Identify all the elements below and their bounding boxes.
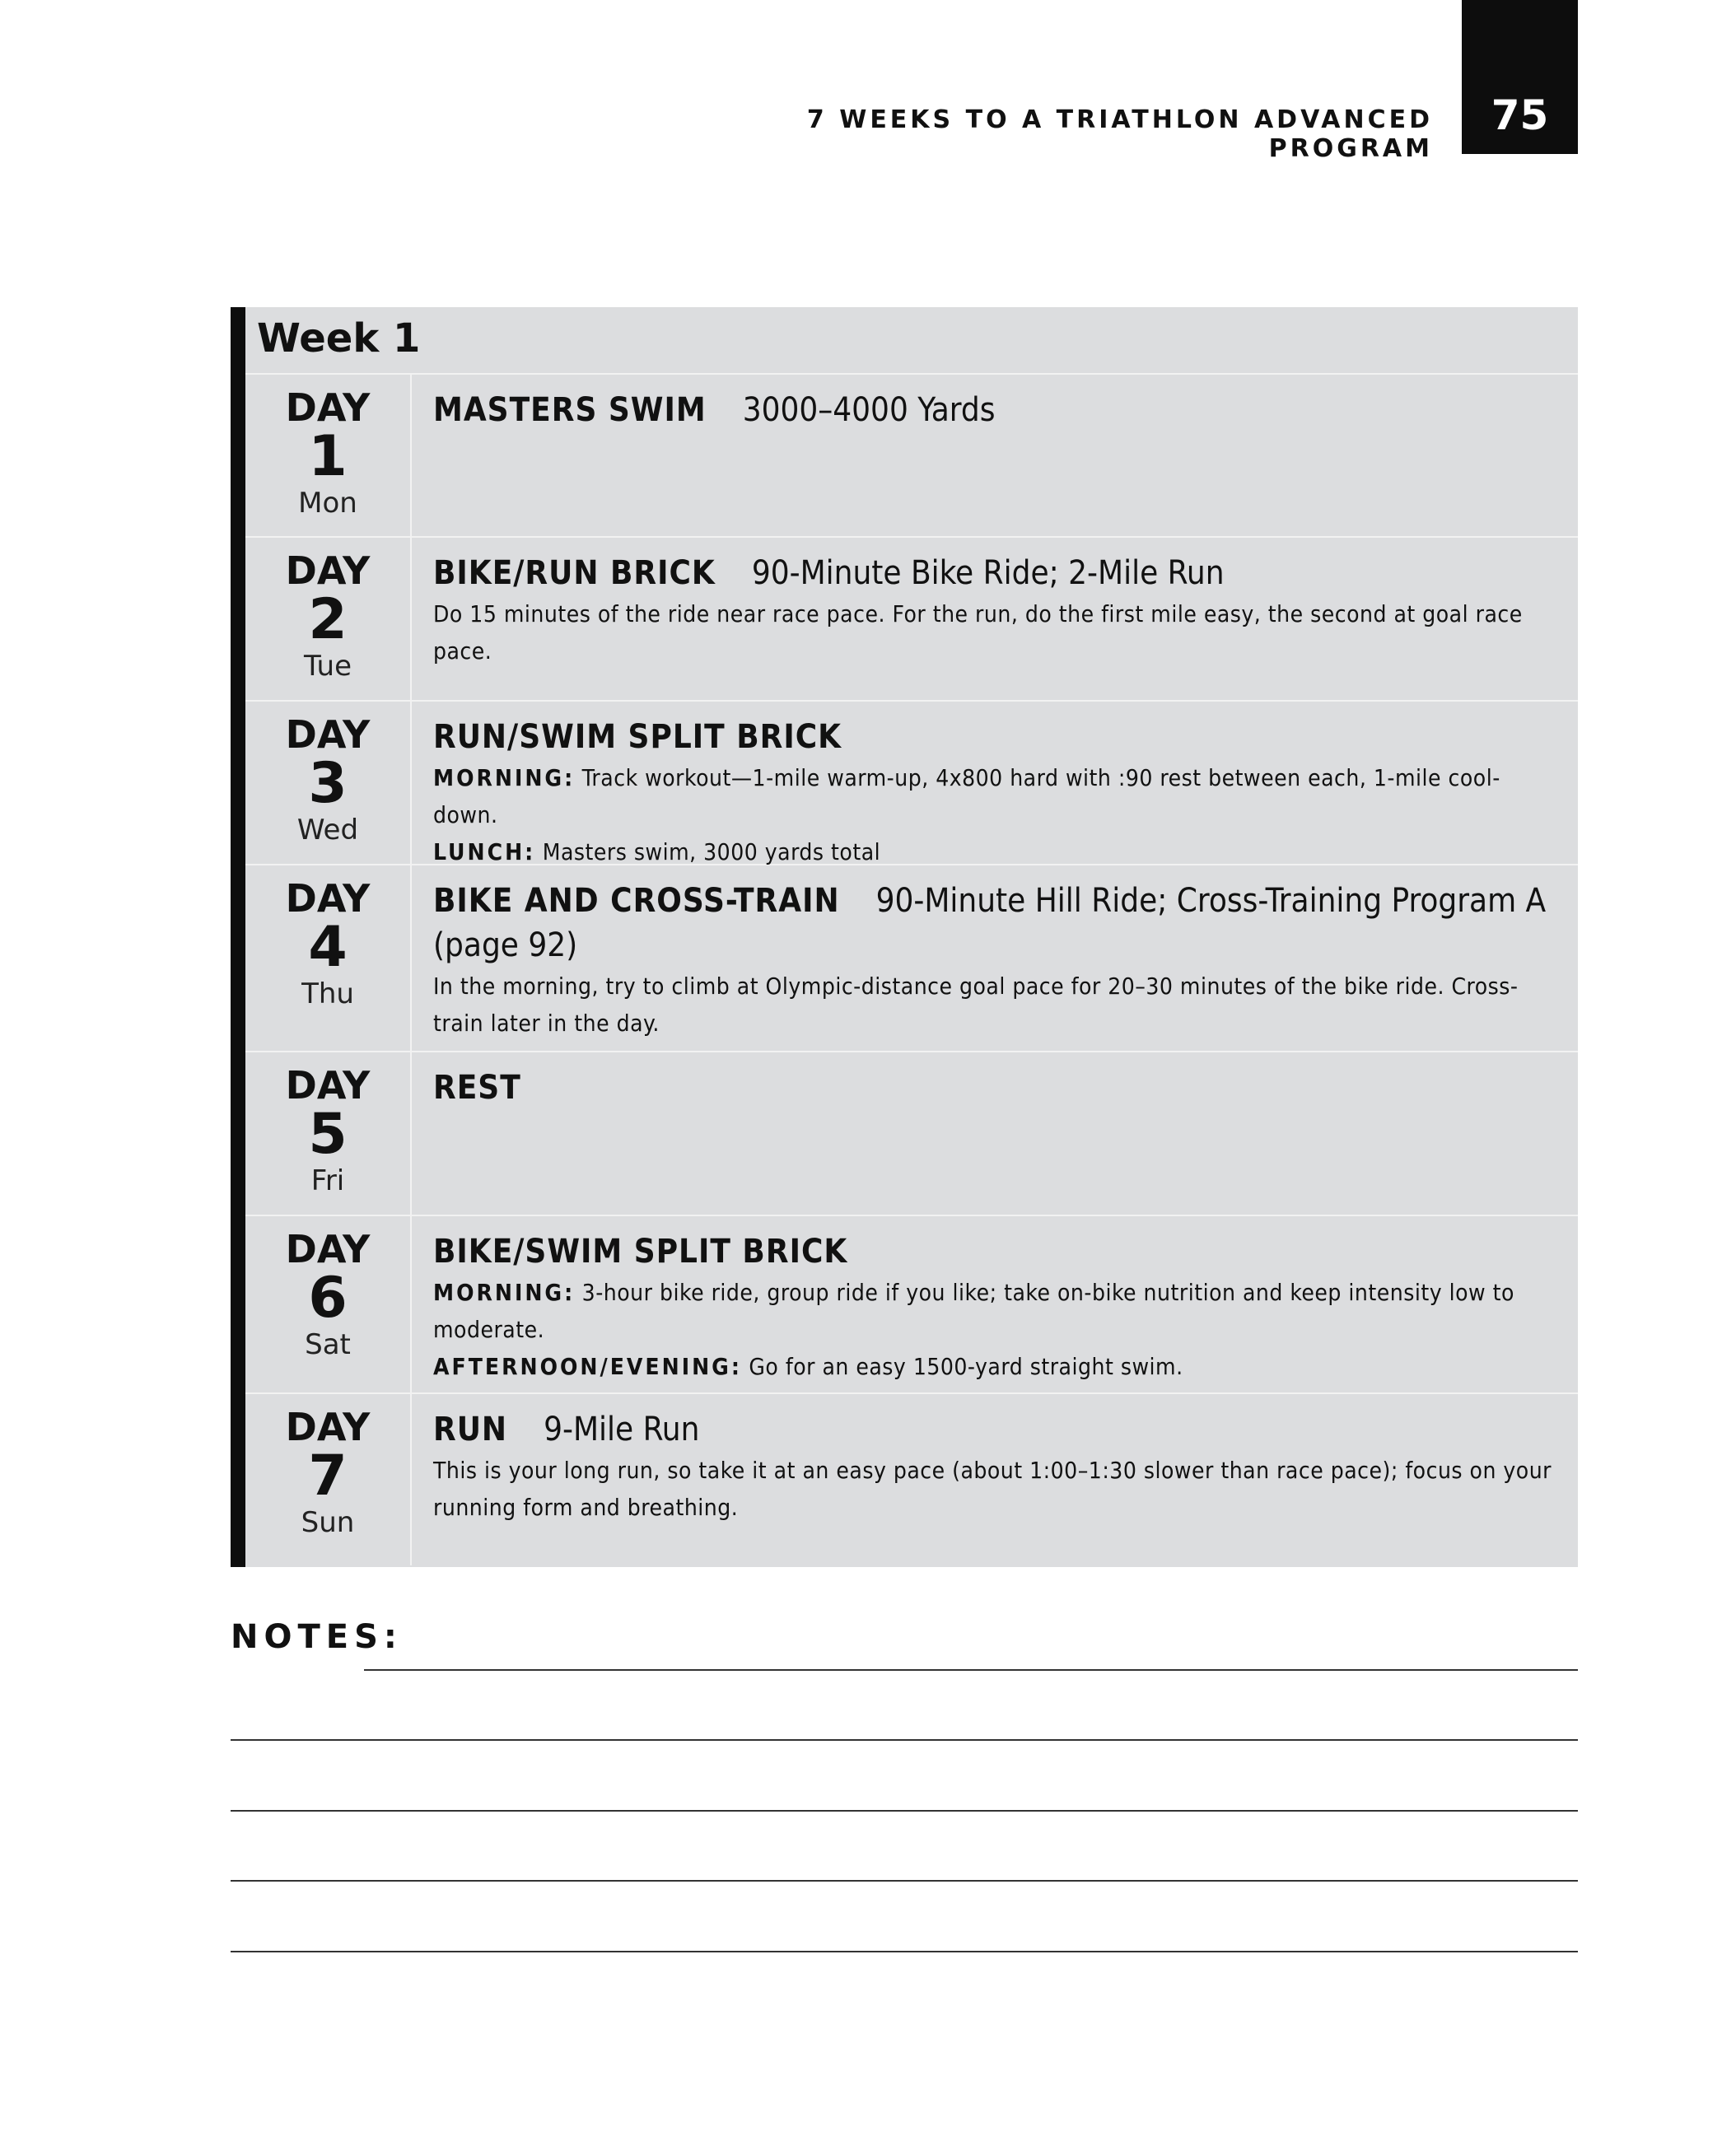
workout-title: BIKE/SWIM SPLIT BRICK (433, 1233, 848, 1271)
notes-line (231, 1739, 1578, 1741)
day-of-week: Tue (303, 650, 352, 683)
day-row-3 (245, 702, 1578, 865)
workout-heading (433, 551, 1558, 595)
workout-heading (433, 388, 1558, 432)
day-row-2 (245, 538, 1578, 702)
day-label (245, 538, 412, 700)
notes-line (231, 1810, 1578, 1812)
workout-note-text: In the morning, try to climb at Olympic-distance goal pace for 20–30 minutes of the bike ride. Cross-train later in the day. (433, 973, 1519, 1037)
workout-heading (433, 1066, 1558, 1110)
workout-note-text: Track workout—1-mile warm-up, 4x800 hard with :90 rest between each, 1-mile cool-down. (433, 764, 1500, 828)
week-schedule-table (231, 307, 1578, 1567)
workout-heading (433, 1407, 1558, 1452)
day-word: DAY (285, 1063, 371, 1108)
workout-note (433, 968, 1558, 1042)
workout-cell (412, 1394, 1578, 1565)
day-number: 5 (308, 1102, 348, 1167)
notes-line (231, 1880, 1578, 1882)
day-label (245, 1216, 412, 1392)
workout-note (433, 1274, 1558, 1348)
day-word: DAY (285, 548, 371, 593)
workout-heading (433, 879, 1558, 968)
day-number: 2 (308, 587, 348, 652)
notes-label: NOTES: (231, 1618, 403, 1656)
day-word: DAY (285, 385, 371, 430)
workout-title: RUN (433, 1411, 508, 1448)
day-of-week: Mon (298, 487, 357, 520)
workout-subtitle: 9-Mile Run (544, 1411, 700, 1448)
day-of-week: Sun (301, 1506, 355, 1539)
workout-cell (412, 865, 1578, 1051)
day-row-5 (245, 1052, 1578, 1216)
workout-cell (412, 702, 1578, 864)
day-word: DAY (285, 1405, 371, 1449)
day-of-week: Wed (296, 814, 359, 847)
day-label (245, 1052, 412, 1215)
workout-note-text: Go for an easy 1500-yard straight swim. (741, 1353, 1183, 1380)
notes-line (231, 1951, 1578, 1952)
week-title: Week 1 (245, 307, 1578, 375)
workout-note (433, 1348, 1558, 1385)
session-label: AFTERNOON/EVENING: (433, 1353, 742, 1380)
day-number: 6 (308, 1266, 348, 1331)
session-label: MORNING: (433, 1279, 576, 1306)
notes-line (364, 1669, 1578, 1671)
workout-cell (412, 1052, 1578, 1215)
day-number: 7 (308, 1444, 348, 1509)
page-number: 75 (1491, 91, 1549, 139)
workout-heading (433, 1229, 1558, 1274)
session-label: LUNCH: (433, 838, 536, 865)
workout-title: RUN/SWIM SPLIT BRICK (433, 718, 842, 756)
day-of-week: Thu (301, 977, 354, 1010)
workout-heading (433, 715, 1558, 759)
day-of-week: Sat (305, 1328, 351, 1361)
workout-title: BIKE/RUN BRICK (433, 554, 716, 592)
day-number: 3 (308, 751, 348, 816)
session-label: MORNING: (433, 764, 576, 791)
workout-subtitle: 90-Minute Hill Ride; Cross-Training Program A (page 92) (433, 882, 1547, 964)
day-word: DAY (285, 712, 371, 757)
day-of-week: Fri (310, 1164, 345, 1197)
day-number: 1 (308, 424, 348, 489)
day-label (245, 702, 412, 864)
workout-title: REST (433, 1069, 521, 1107)
running-head: 7 WEEKS TO A TRIATHLON ADVANCED PROGRAM (806, 105, 1433, 163)
workout-title: MASTERS SWIM (433, 391, 707, 429)
workout-note (433, 1452, 1558, 1526)
workout-subtitle: 3000–4000 Yards (742, 391, 996, 429)
day-row-1 (245, 375, 1578, 538)
day-word: DAY (285, 1227, 371, 1271)
day-label (245, 375, 412, 536)
workout-cell (412, 1216, 1578, 1392)
day-label (245, 865, 412, 1051)
day-row-7 (245, 1394, 1578, 1565)
workout-note-text: This is your long run, so take it at an easy pace (about 1:00–1:30 slower than race pace); focus on your running form and breathing. (433, 1457, 1552, 1521)
workout-note (433, 759, 1558, 833)
day-row-4 (245, 865, 1578, 1052)
workout-cell (412, 375, 1578, 536)
page-number-tab (1462, 0, 1578, 154)
day-label (245, 1394, 412, 1565)
day-row-6 (245, 1216, 1578, 1394)
workout-title: BIKE AND CROSS-TRAIN (433, 882, 840, 920)
day-number: 4 (308, 915, 348, 980)
workout-subtitle: 90-Minute Bike Ride; 2-Mile Run (751, 554, 1225, 592)
day-word: DAY (285, 876, 371, 921)
workout-cell (412, 538, 1578, 700)
notes-section (231, 1618, 1578, 1668)
workout-note-text: Do 15 minutes of the ride near race pace. For the run, do the first mile easy, the second at goal race pace. (433, 600, 1523, 665)
workout-note-text: 3-hour bike ride, group ride if you like; take on-bike nutrition and keep intensity low to moderate. (433, 1279, 1514, 1343)
workout-note-text: Masters swim, 3000 yards total (535, 838, 881, 865)
workout-note (433, 595, 1558, 669)
